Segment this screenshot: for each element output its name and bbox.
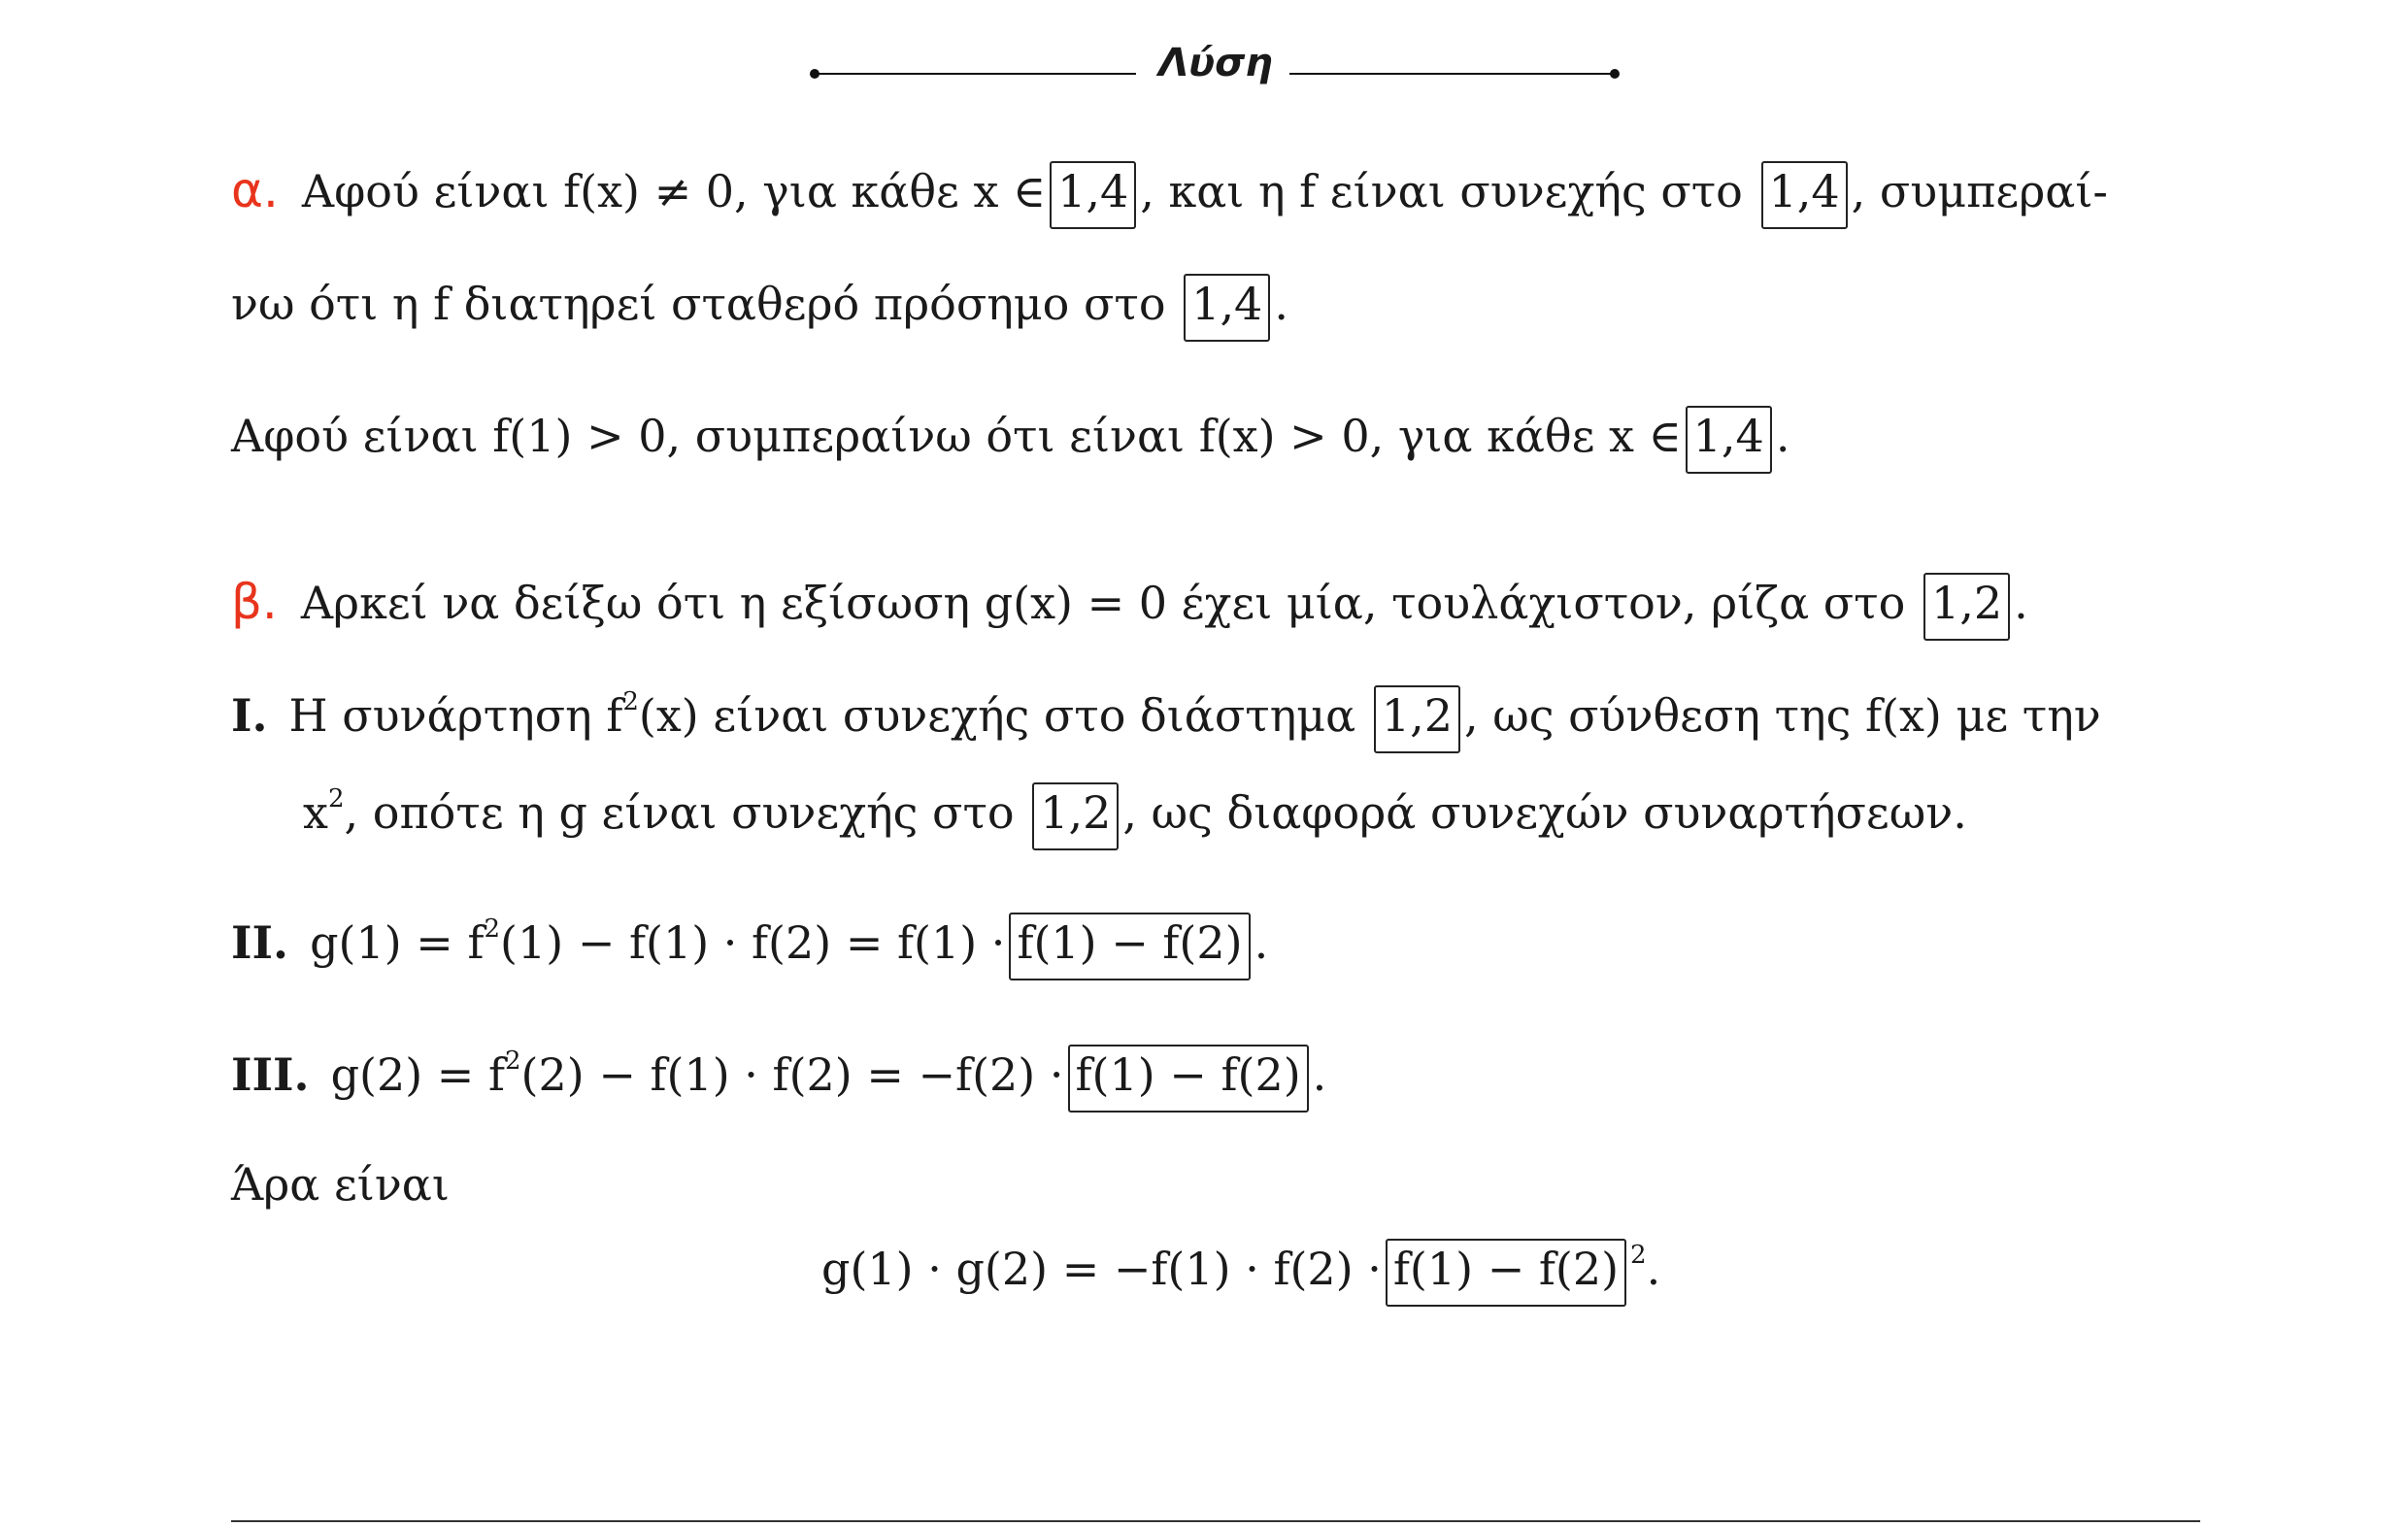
text-run: , για κάθε	[1369, 410, 1595, 462]
text-run: .	[1312, 1048, 1327, 1101]
math-expression: x ∈	[1609, 410, 1682, 462]
interval-bracket: 1,2	[1032, 782, 1119, 850]
math-expression: g(1) = f	[310, 916, 485, 969]
math-expression: f(x) > 0	[1198, 410, 1370, 462]
math-expression: (1) − f(1) · f(2) = f(1) ·	[500, 916, 1006, 969]
math-base: x	[303, 786, 328, 839]
math-expression: x ∈	[973, 165, 1047, 217]
step-1-line-2	[303, 782, 1967, 850]
text-run: .	[2014, 577, 2028, 629]
header-right-rule	[1289, 73, 1614, 75]
conclusion-equation	[821, 1239, 1660, 1307]
text-run: είναι συνεχής στο διάστημα	[713, 689, 1356, 742]
text-run: .	[1254, 916, 1269, 969]
math-expression: g(x) = 0	[984, 577, 1168, 629]
math-expression: f(1) > 0	[492, 410, 667, 462]
interval-bracket: 1,4	[1761, 161, 1848, 229]
interval-bracket: 1,2	[1923, 573, 2010, 641]
footer-rule	[231, 1520, 2200, 1522]
part-a-line-1	[231, 161, 2108, 229]
text-run: , ως σύνθεση της f(x) με την	[1464, 689, 2101, 742]
part-a-label: α.	[231, 162, 279, 218]
text-run: έχει μία, τουλάχιστον, ρίζα στο	[1181, 577, 1906, 629]
exponent: 2	[327, 784, 345, 814]
part-b-line-1	[231, 573, 2028, 641]
exponent: 2	[484, 914, 501, 944]
text-run: , συμπεραίνω ότι είναι	[666, 410, 1186, 462]
interval-bracket: 1,4	[1686, 406, 1772, 474]
exponent: 2	[505, 1046, 521, 1076]
header-right-dot	[1610, 69, 1620, 79]
math-expression: g(2) = f	[330, 1048, 505, 1101]
header-left-rule	[814, 73, 1136, 75]
square-bracket: f(1) − f(2)	[1009, 913, 1250, 980]
section-header	[814, 41, 1620, 109]
interval-bracket: 1,4	[1050, 161, 1136, 229]
text-run: Άρα είναι	[231, 1158, 450, 1211]
text-run: .	[1274, 278, 1288, 330]
text-run: Αφού είναι	[301, 165, 550, 217]
math-base: f	[606, 689, 623, 742]
interval-bracket: 1,4	[1184, 274, 1270, 342]
step-1-line-1	[231, 685, 2101, 753]
math-expression: g(1) · g(2) = −f(1) · f(2) ·	[821, 1243, 1382, 1295]
text-run: , για κάθε	[734, 165, 959, 217]
text-run: νω ότι η f διατηρεί σταθερό πρόσημο στο	[231, 278, 1166, 330]
interval-bracket: 1,2	[1374, 685, 1460, 753]
math-expression	[606, 689, 698, 742]
math-expression	[303, 786, 345, 839]
math-expression: (2) − f(1) · f(2) = −f(2) ·	[520, 1048, 1064, 1101]
text-run: , οπότε η g είναι συνεχής στο	[344, 786, 1015, 839]
text-run: , και η f είναι συνεχής στο	[1140, 165, 1743, 217]
text-run: , συμπεραί-	[1851, 165, 2108, 217]
text-run: Αρκεί να δείξω ότι η εξίσωση	[300, 577, 971, 629]
step-3-line	[231, 1045, 1326, 1113]
part-a-line-3	[231, 406, 1789, 474]
text-run: , ως διαφορά συνεχών συναρτήσεων.	[1122, 786, 1967, 839]
math-expression: f(x) ≠ 0	[563, 165, 735, 217]
square-bracket: f(1) − f(2)	[1068, 1045, 1309, 1113]
text-run: Η συνάρτηση	[288, 689, 592, 742]
square-bracket: f(1) − f(2)	[1386, 1239, 1626, 1307]
part-b-label: β.	[231, 574, 278, 630]
text-run: Αφού είναι	[231, 410, 479, 462]
exponent: 2	[622, 687, 639, 716]
step-2-label: ΙΙ.	[231, 916, 289, 969]
text-run: .	[1775, 410, 1790, 462]
conclusion-text	[231, 1155, 450, 1213]
step-2-line	[231, 913, 1268, 980]
part-a-line-2	[231, 274, 1288, 342]
exponent: 2	[1630, 1241, 1647, 1270]
step-1-label: Ι.	[231, 689, 268, 742]
math-rest: (x)	[638, 689, 699, 742]
text-run: .	[1646, 1243, 1661, 1295]
step-3-label: ΙΙΙ.	[231, 1048, 310, 1101]
section-title: Λύση	[1158, 41, 1273, 85]
